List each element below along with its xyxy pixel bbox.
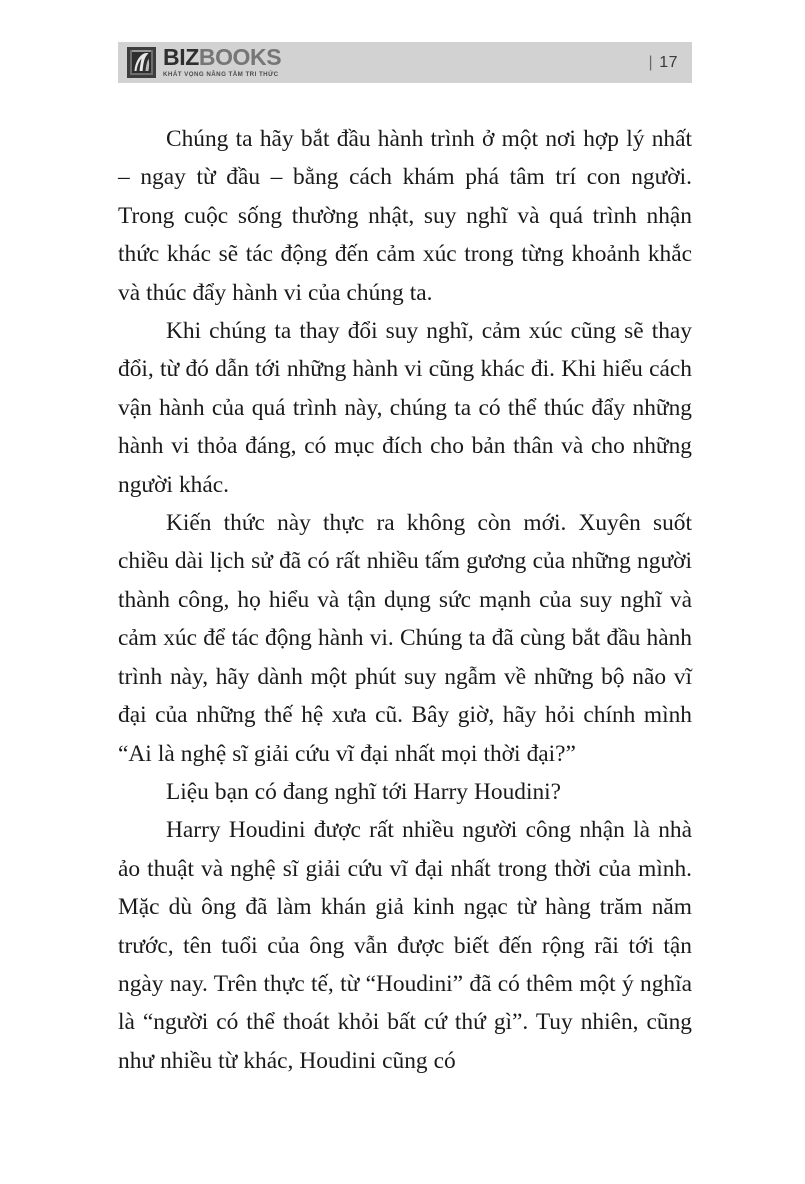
brand-wordmark-light: BOOKS — [198, 44, 282, 71]
brand-wordmark-bold: BIZ — [163, 44, 199, 71]
folio-separator: | — [648, 53, 654, 71]
paragraph: Kiến thức này thực ra không còn mới. Xuyên suốt chiều dài lịch sử đã có rất nhiều tấm gương của những người thành công, họ hiểu và tận dụng sức mạnh của suy nghĩ và cảm xúc để tác động hành vi. Chúng ta đã cùng bắt đầu hành trình này, hãy dành một phút suy ngẫm về những bộ não vĩ đại của những thế hệ xưa cũ. Bây giờ, hãy hỏi chính mình “Ai là nghệ sĩ giải cứu vĩ đại nhất mọi thời đại?” — [118, 510, 692, 767]
body-text — [118, 120, 692, 1080]
publisher-logo — [127, 46, 281, 78]
running-header — [118, 42, 692, 83]
page-number: 17 — [659, 53, 678, 71]
paragraph: Chúng ta hãy bắt đầu hành trình ở một nơi hợp lý nhất – ngay từ đầu – bằng cách khám phá tâm trí con người. Trong cuộc sống thường nhật, suy nghĩ và quá trình nhận thức khác sẽ tác động đến cảm xúc trong từng khoảnh khắc và thúc đẩy hành vi của chúng ta. — [118, 126, 692, 306]
paragraph: Liệu bạn có đang nghĩ tới Harry Houdini? — [166, 778, 562, 805]
page-folio — [649, 54, 678, 72]
paragraph: Khi chúng ta thay đổi suy nghĩ, cảm xúc cũng sẽ thay đổi, từ đó dẫn tới những hành vi cũng khác đi. Khi hiểu cách vận hành của quá trình này, chúng ta có thể thúc đẩy những hành vi thỏa đáng, có mục đích cho bản thân và cho những người khác. — [118, 318, 692, 498]
book-emblem-icon — [127, 47, 156, 78]
brand-text-block — [163, 46, 281, 78]
paragraph: Harry Houdini được rất nhiều người công nhận là nhà ảo thuật và nghệ sĩ giải cứu vĩ đại nhất trong thời của mình. Mặc dù ông đã làm khán giả kinh ngạc từ hàng trăm năm trước, tên tuổi của ông vẫn được biết đến rộng rãi tới tận ngày nay. Trên thực tế, từ “Houdini” đã có thêm một ý nghĩa là “người có thể thoát khỏi bất cứ thứ gì”. Tuy nhiên, cũng như nhiều từ khác, Houdini cũng có — [118, 817, 692, 1074]
brand-tagline: KHÁT VỌNG NÂNG TẦM TRI THỨC — [163, 71, 279, 79]
brand-wordmark — [163, 46, 281, 69]
